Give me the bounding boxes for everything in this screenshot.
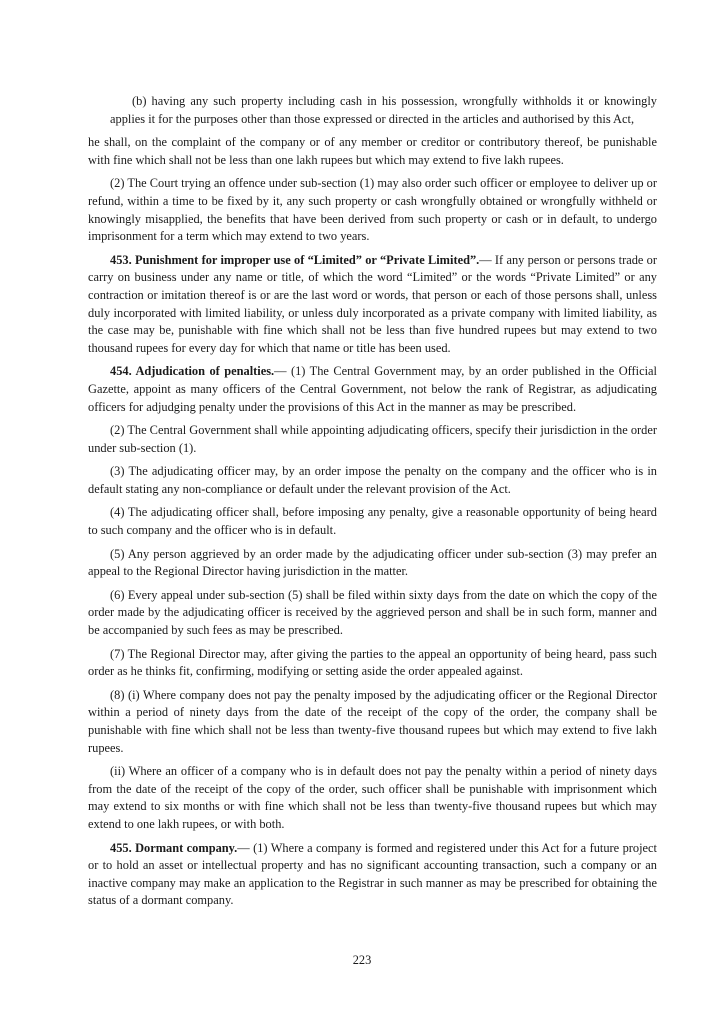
paragraph-text: (8) (i) Where company does not pay the penalty imposed by the adjudicating officer or the Regional Director within a period of ninety days from the date of the receipt of the copy of the order, the company shall be punishable with fine which shall not be less than twenty-five thousand rupees but which may extend to five lakh rupees. [88, 687, 657, 755]
paragraph [88, 587, 657, 640]
paragraph-text: (4) The adjudicating officer shall, before imposing any penalty, give a reasonable opportunity of being heard to such company and the officer who is in default. [88, 505, 657, 538]
paragraph-text: (3) The adjudicating officer may, by an order impose the penalty on the company and the officer who is in default stating any non-compliance or default under the relevant provision of the Act. [88, 464, 657, 496]
paragraph [88, 687, 657, 757]
paragraph [88, 463, 657, 498]
paragraph [88, 175, 657, 245]
paragraph [88, 646, 657, 681]
paragraph [88, 422, 657, 457]
paragraph [88, 363, 657, 416]
paragraph-text: — (1) Where a company is formed and registered under this Act for a future project or to hold an asset or intellectual property and has no significant accounting transaction, such a company or an inactive company may make an application to the Registrar in such manner as may be prescribed for obtaining the status of a dormant company. [88, 840, 657, 908]
section-heading: 455. Dormant company. [110, 840, 238, 855]
paragraph-text: (ii) Where an officer of a company who is in default does not pay the penalty within a period of ninety days from the date of the receipt of the copy of the order, such officer shall be punishable with imprisonment which may extend to six months or with fine which shall not be less than twenty-five thousand rupees but which may extend to one lakh rupees, or with both. [88, 764, 657, 831]
paragraph-text: he shall, on the complaint of the company or of any member or creditor or contributory thereof, be punishable with fine which shall not be less than one lakh rupees but which may extend to five lakh rupees. [88, 135, 657, 167]
body-text [88, 93, 657, 916]
paragraph-text: (5) Any person aggrieved by an order made by the adjudicating officer under sub-section (3) may prefer an appeal to the Regional Director having jurisdiction in the matter. [88, 546, 657, 579]
paragraph-text: (2) The Central Government shall while appointing adjudicating officers, specify their jurisdiction in the order under sub-section (1). [88, 423, 657, 455]
paragraph [110, 93, 657, 128]
section-heading: 453. Punishment for improper use of “Limited” or “Private Limited”. [110, 252, 480, 267]
paragraph [88, 546, 657, 581]
paragraph [88, 840, 657, 910]
section-heading: 454. Adjudication of penalties. [110, 364, 275, 379]
paragraph [88, 134, 657, 169]
paragraph-text: (7) The Regional Director may, after giving the parties to the appeal an opportunity of being heard, pass such order as he thinks fit, confirming, modifying or setting aside the order appealed against. [88, 646, 657, 679]
paragraph-text: (6) Every appeal under sub-section (5) shall be filed within sixty days from the date on which the copy of the order made by the adjudicating officer is received by the aggrieved person and shall be in such form, manner and be accompanied by such fees as may be prescribed. [88, 587, 657, 638]
paragraph [88, 504, 657, 539]
paragraph [88, 763, 657, 833]
page-number: 223 [352, 953, 372, 967]
paragraph-text: — If any person or persons trade or carry on business under any name or title, of which the word “Limited” or the words “Private Limited” or any contraction or imitation thereof is or are the last word or words, that person or each of those persons shall, unless duly incorporated with limited liability, or unless duly incorporated as a private company with limited liability, as the case may be, punishable with fine which shall not be less than five hundred rupees but may extend to two thousand rupees for every day for which that name or title has been used. [88, 252, 658, 355]
paragraph-text: (2) The Court trying an offence under sub-section (1) may also order such officer or employee to deliver up or refund, within a time to be fixed by it, any such property or cash wrongfully obtained or wrongfully withheld or knowingly misapplied, the benefits that have been derived from such property or cash or in default, to undergo imprisonment for a term which may extend to two years. [88, 176, 657, 244]
paragraph-text: — (1) The Central Government may, by an order published in the Official Gazette, appoint as many officers of the Central Government, not below the rank of Registrar, as adjudicating officers for adjudging penalty under the provisions of this Act in the manner as may be prescribed. [88, 364, 657, 414]
paragraph [88, 252, 657, 358]
paragraph-text: (b) having any such property including cash in his possession, wrongfully withholds it or knowingly applies it for the purposes other than those expressed or directed in the articles and authorised by this Act, [110, 94, 657, 126]
